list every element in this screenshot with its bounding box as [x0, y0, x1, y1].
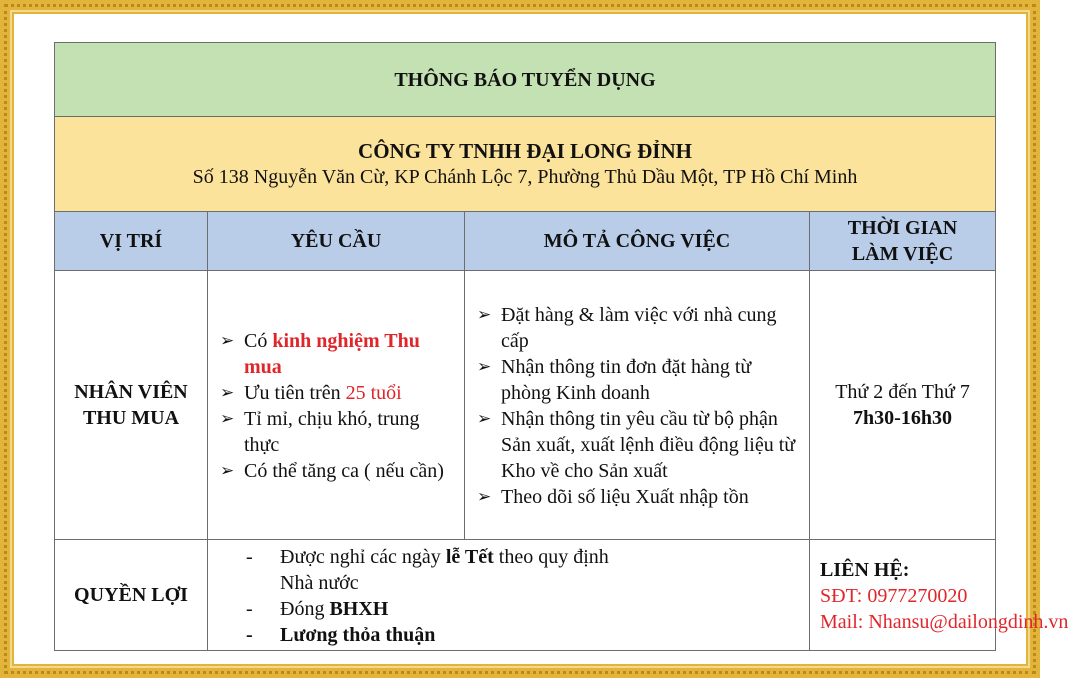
- arrow-bullet-icon: ➢: [477, 357, 492, 376]
- position-line1: NHÂN VIÊN: [74, 381, 188, 403]
- position-line2: THU MUA: [82, 407, 180, 429]
- description-2: Nhận thông tin đơn đặt hàng từ phòng Kinh doanh: [501, 356, 752, 404]
- requirement-1-prefix: Có: [244, 330, 273, 352]
- header-position: VỊ TRÍ: [55, 212, 208, 271]
- schedule-hours: 7h30-16h30: [853, 407, 952, 429]
- header-working-time-line2: LÀM VIỆC: [851, 243, 954, 265]
- recruitment-table: [54, 42, 1068, 651]
- requirement-1-highlight: kinh nghiệm Thu mua: [244, 330, 420, 378]
- benefit-item: [208, 622, 618, 648]
- requirement-item: [212, 328, 454, 380]
- arrow-bullet-icon: ➢: [477, 305, 492, 324]
- requirements-list: [212, 328, 454, 484]
- arrow-bullet-icon: ➢: [477, 409, 492, 428]
- benefit-item: [208, 544, 618, 596]
- arrow-bullet-icon: ➢: [477, 487, 492, 506]
- company-info: [55, 117, 996, 212]
- benefit-2-bold: BHXH: [329, 598, 389, 620]
- arrow-bullet-icon: ➢: [220, 383, 235, 402]
- requirement-2-prefix: Ưu tiên trên: [244, 382, 346, 404]
- benefit-1-suffix: theo quy định Nhà nước: [280, 546, 609, 594]
- dash-bullet-icon: -: [246, 624, 253, 646]
- arrow-bullet-icon: ➢: [220, 331, 235, 350]
- description-1: Đặt hàng & làm việc với nhà cung cấp: [501, 304, 777, 352]
- description-item: [469, 302, 799, 354]
- contact-mail: Mail: Nhansu@dailongdinh.vn: [820, 611, 1068, 633]
- description-4: Theo dõi số liệu Xuất nhập tồn: [501, 486, 749, 508]
- header-requirements: YÊU CẦU: [208, 212, 465, 271]
- contact-label: LIÊN HỆ:: [820, 559, 910, 581]
- requirement-item: [212, 458, 454, 484]
- dash-bullet-icon: -: [246, 546, 253, 568]
- benefits-cell: [208, 540, 810, 651]
- schedule-days: Thứ 2 đến Thứ 7: [835, 381, 970, 403]
- position-cell: [55, 271, 208, 540]
- description-cell: [465, 271, 810, 540]
- dash-bullet-icon: -: [246, 598, 253, 620]
- description-item: [469, 406, 799, 484]
- benefit-1-prefix: Được nghỉ các ngày: [280, 546, 446, 568]
- description-list: [469, 302, 799, 510]
- description-item: [469, 484, 799, 510]
- contact-phone: SĐT: 0977270020: [820, 585, 968, 607]
- description-3: Nhận thông tin yêu cầu từ bộ phận Sản xuất, xuất lệnh điều động liệu từ Kho về cho Sản xuất: [501, 408, 796, 482]
- description-item: [469, 354, 799, 406]
- requirement-3: Tỉ mỉ, chịu khó, trung thực: [244, 408, 420, 456]
- benefit-1-bold: lễ Tết: [445, 546, 494, 568]
- header-working-time-line1: THỜI GIAN: [847, 217, 958, 239]
- requirement-item: [212, 406, 454, 458]
- requirement-item: [212, 380, 454, 406]
- company-name: CÔNG TY TNHH ĐẠI LONG ĐỈNH: [358, 139, 692, 163]
- notice-title: THÔNG BÁO TUYỂN DỤNG: [55, 43, 996, 117]
- requirement-4: Có thể tăng ca ( nếu cần): [244, 460, 444, 482]
- benefit-item: [208, 596, 618, 622]
- arrow-bullet-icon: ➢: [220, 409, 235, 428]
- benefits-list: [208, 544, 618, 648]
- benefit-2-prefix: Đóng: [280, 598, 330, 620]
- requirements-cell: [208, 271, 465, 540]
- benefits-label: QUYỀN LỢI: [55, 540, 208, 651]
- header-working-time: [810, 212, 996, 271]
- requirement-2-highlight: 25 tuổi: [345, 382, 402, 404]
- contact-cell: [810, 540, 1068, 651]
- arrow-bullet-icon: ➢: [220, 461, 235, 480]
- header-description: MÔ TẢ CÔNG VIỆC: [465, 212, 810, 271]
- schedule-cell: [810, 271, 996, 540]
- benefit-3: Lương thỏa thuận: [280, 624, 436, 646]
- company-address: Số 138 Nguyễn Văn Cừ, KP Chánh Lộc 7, Phường Thủ Dầu Một, TP Hồ Chí Minh: [192, 166, 858, 188]
